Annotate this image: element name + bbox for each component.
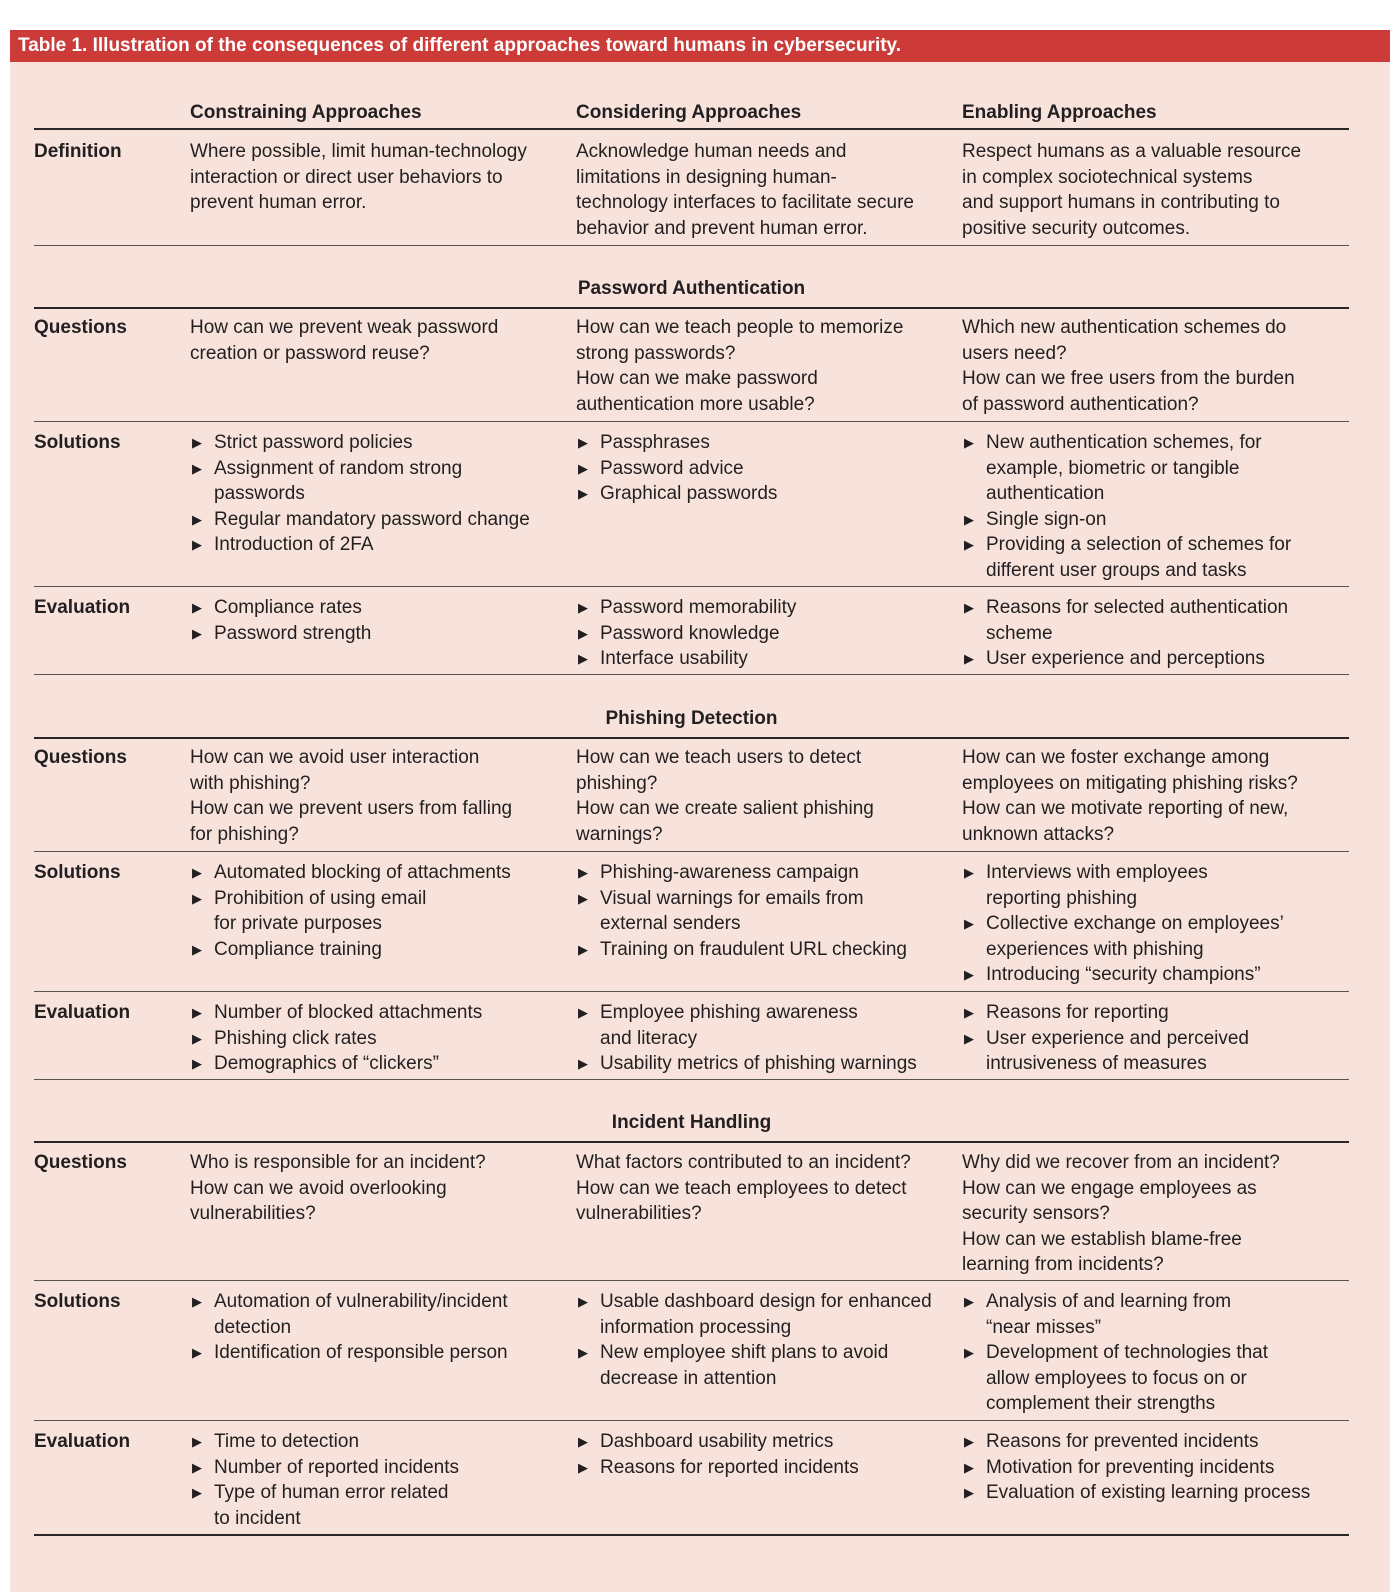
row-label: Solutions	[34, 1291, 121, 1312]
list-item-line: Prohibition of using email	[214, 887, 427, 909]
cell-line: What factors contributed to an incident?	[576, 1152, 911, 1173]
list-item-line: Password memorability	[600, 597, 797, 618]
list-item-line: Introducing “security champions”	[986, 964, 1261, 985]
cell-considering	[576, 1429, 859, 1480]
list-item	[576, 646, 796, 672]
rule-thin	[34, 1079, 1349, 1080]
cell-constraining	[190, 860, 511, 962]
row-label: Evaluation	[34, 597, 131, 618]
list-item	[962, 430, 1291, 507]
list-item	[962, 1455, 1310, 1481]
list-item-line: different user groups and tasks	[986, 559, 1247, 581]
column-header-enabling: Enabling Approaches	[962, 102, 1157, 123]
list-item	[576, 1455, 859, 1481]
list-item	[962, 1026, 1249, 1077]
triangle-right-icon: ▶	[964, 1434, 974, 1449]
list-item	[190, 456, 530, 507]
cell-enabling	[962, 1150, 1280, 1278]
rule-thin	[34, 851, 1349, 852]
list-item-line: Phishing click rates	[214, 1027, 377, 1049]
cell-constraining	[190, 1150, 486, 1227]
cell-line: How can we avoid user interaction	[190, 747, 480, 768]
triangle-right-icon: ▶	[192, 600, 202, 615]
cell-line: How can we engage employees as	[962, 1177, 1257, 1199]
cell-line: Respect humans as a valuable resource	[962, 141, 1302, 162]
list-item-line: for private purposes	[214, 913, 382, 934]
list-item-line: Training on fraudulent URL checking	[600, 938, 907, 960]
triangle-right-icon: ▶	[964, 1005, 974, 1020]
cell-enabling	[962, 430, 1291, 583]
list-item	[576, 456, 777, 482]
cell-line: How can we prevent users from falling	[190, 798, 513, 819]
triangle-right-icon: ▶	[192, 1005, 202, 1020]
list-item-line: Password knowledge	[600, 622, 780, 644]
list-item	[576, 595, 796, 621]
cell-constraining	[190, 1429, 459, 1531]
rule-thick	[34, 1534, 1349, 1536]
list-item-line: detection	[214, 1316, 292, 1338]
list-item	[962, 911, 1284, 962]
list-item-line: passwords	[214, 483, 305, 504]
list-item-line: Automated blocking of attachments	[214, 862, 511, 883]
cell-line: How can we foster exchange among	[962, 747, 1270, 768]
cell-line: and support humans in contributing to	[962, 192, 1280, 213]
list-item	[576, 1429, 859, 1455]
list-item	[576, 1289, 932, 1340]
cell-enabling	[962, 139, 1301, 241]
triangle-right-icon: ▶	[192, 537, 202, 552]
list-item	[962, 1480, 1310, 1506]
cell-considering	[576, 745, 874, 847]
cell-line: How can we teach people to memorize	[576, 317, 904, 338]
row-label: Questions	[34, 747, 127, 768]
rule-thick	[34, 1141, 1349, 1143]
bullet-list	[962, 430, 1291, 583]
list-item	[190, 886, 511, 937]
list-item-line: Reasons for selected authentication	[986, 597, 1289, 618]
list-item	[576, 1340, 932, 1391]
list-item	[962, 595, 1288, 646]
cell-line: security sensors?	[962, 1203, 1110, 1224]
cell-constraining	[190, 139, 527, 216]
list-item	[576, 886, 907, 937]
triangle-right-icon: ▶	[192, 511, 202, 527]
triangle-right-icon: ▶	[964, 651, 974, 666]
bullet-list	[962, 1289, 1268, 1417]
list-item-line: New authentication schemes, for	[986, 432, 1262, 453]
table-panel	[10, 30, 1390, 1592]
list-item	[962, 860, 1284, 911]
triangle-right-icon: ▶	[578, 651, 588, 666]
cell-line: users need?	[962, 342, 1067, 364]
list-item-line: intrusiveness of measures	[986, 1053, 1207, 1074]
list-item-line: Evaluation of existing learning process	[986, 1482, 1311, 1503]
cell-line: creation or password reuse?	[190, 342, 430, 364]
cell-line: vulnerabilities?	[190, 1203, 316, 1224]
cell-considering	[576, 139, 914, 241]
section-title: Password Authentication	[577, 278, 806, 299]
triangle-right-icon: ▶	[964, 1345, 974, 1360]
bullet-list	[576, 1289, 932, 1391]
list-item-line: example, biometric or tangible	[986, 457, 1240, 479]
list-item	[190, 532, 530, 558]
triangle-right-icon: ▶	[578, 941, 588, 957]
bullet-list	[576, 430, 777, 507]
cell-line: with phishing?	[190, 772, 311, 794]
list-item-line: Password strength	[214, 622, 372, 644]
list-item-line: Reasons for reporting	[986, 1002, 1169, 1023]
list-item	[190, 621, 371, 647]
list-item-line: allow employees to focus on or	[986, 1367, 1247, 1389]
bullet-list	[962, 1000, 1249, 1077]
triangle-right-icon: ▶	[964, 1294, 974, 1309]
cell-line: How can we free users from the burden	[962, 368, 1295, 389]
cell-line: Where possible, limit human-technology	[190, 141, 527, 162]
triangle-right-icon: ▶	[964, 967, 974, 982]
table-title: Table 1. Illustration of the consequences of different approaches toward humans in cybersecurity.	[10, 30, 1390, 62]
list-item-line: Phishing-awareness campaign	[600, 862, 859, 883]
list-item-line: Number of blocked attachments	[214, 1002, 483, 1023]
section-title: Incident Handling	[611, 1112, 772, 1133]
cell-enabling	[962, 860, 1284, 988]
cell-line: How can we teach employees to detect	[576, 1177, 907, 1199]
cell-line: How can we establish blame-free	[962, 1228, 1242, 1250]
cell-considering	[576, 1289, 932, 1391]
triangle-right-icon: ▶	[578, 435, 588, 450]
list-item-line: scheme	[986, 622, 1053, 644]
rule-thin	[34, 245, 1349, 246]
list-item-line: Usability metrics of phishing warnings	[600, 1053, 917, 1074]
cell-line: learning from incidents?	[962, 1254, 1164, 1275]
list-item-line: Reasons for reported incidents	[600, 1456, 859, 1478]
triangle-right-icon: ▶	[964, 600, 974, 615]
list-item-line: information processing	[600, 1316, 792, 1338]
cell-line: How can we avoid overlooking	[190, 1177, 447, 1199]
triangle-right-icon: ▶	[964, 1030, 974, 1046]
row-label: Questions	[34, 1152, 127, 1173]
cell-line: behavior and prevent human error.	[576, 217, 868, 239]
list-item	[962, 962, 1284, 988]
cell-enabling	[962, 1000, 1249, 1077]
cell-line: Why did we recover from an incident?	[962, 1152, 1280, 1173]
rule-thin	[34, 586, 1349, 587]
rule-thin	[34, 674, 1349, 675]
cell-line: technology interfaces to facilitate secure	[576, 192, 914, 213]
list-item	[190, 1026, 482, 1052]
list-item	[962, 532, 1291, 583]
triangle-right-icon: ▶	[964, 916, 974, 931]
list-item-line: Introduction of 2FA	[214, 534, 374, 555]
cell-line: employees on mitigating phishing risks?	[962, 772, 1298, 794]
cell-line: limitations in designing human-	[576, 166, 837, 188]
list-item	[576, 860, 907, 886]
triangle-right-icon: ▶	[192, 1485, 202, 1500]
triangle-right-icon: ▶	[192, 435, 202, 450]
list-item-line: complement their strengths	[986, 1393, 1216, 1414]
list-item-line: User experience and perceptions	[986, 648, 1265, 669]
list-item	[190, 1455, 459, 1481]
bullet-list	[962, 860, 1284, 988]
list-item-line: Assignment of random strong	[214, 457, 463, 479]
triangle-right-icon: ▶	[578, 460, 588, 476]
list-item	[962, 646, 1288, 672]
list-item-line: decrease in attention	[600, 1367, 777, 1389]
list-item-line: experiences with phishing	[986, 938, 1204, 960]
cell-line: How can we teach users to detect	[576, 747, 862, 768]
triangle-right-icon: ▶	[578, 625, 588, 641]
triangle-right-icon: ▶	[578, 1345, 588, 1360]
triangle-right-icon: ▶	[578, 1056, 588, 1071]
cell-line: How can we motivate reporting of new,	[962, 798, 1289, 819]
triangle-right-icon: ▶	[964, 435, 974, 450]
bullet-list	[962, 1429, 1310, 1506]
list-item-line: authentication	[986, 483, 1105, 504]
list-item-line: Motivation for preventing incidents	[986, 1456, 1275, 1478]
triangle-right-icon: ▶	[578, 1459, 588, 1475]
list-item	[190, 1289, 508, 1340]
cell-considering	[576, 1150, 911, 1227]
triangle-right-icon: ▶	[578, 600, 588, 615]
triangle-right-icon: ▶	[192, 941, 202, 957]
triangle-right-icon: ▶	[192, 625, 202, 641]
cell-line: in complex sociotechnical systems	[962, 166, 1253, 188]
list-item	[576, 481, 777, 507]
cell-line: of password authentication?	[962, 393, 1199, 415]
cell-line: Who is responsible for an incident?	[190, 1152, 486, 1173]
list-item	[576, 1051, 917, 1077]
list-item-line: Analysis of and learning from	[986, 1291, 1232, 1312]
cell-line: How can we create salient phishing	[576, 798, 874, 819]
cell-constraining	[190, 430, 530, 558]
list-item-line: reporting phishing	[986, 887, 1138, 909]
bullet-list	[190, 860, 511, 962]
triangle-right-icon: ▶	[192, 1434, 202, 1449]
triangle-right-icon: ▶	[192, 1030, 202, 1046]
list-item-line: Dashboard usability metrics	[600, 1431, 834, 1452]
list-item	[190, 860, 511, 886]
cell-line: vulnerabilities?	[576, 1203, 702, 1224]
row-label: Solutions	[34, 432, 121, 453]
list-item-line: Type of human error related	[214, 1482, 449, 1503]
bullet-list	[576, 860, 907, 962]
list-item	[190, 1000, 482, 1026]
list-item-line: Employee phishing awareness	[600, 1002, 858, 1023]
list-item-line: Passphrases	[600, 432, 710, 453]
triangle-right-icon: ▶	[192, 1345, 202, 1360]
cell-line: Which new authentication schemes do	[962, 317, 1287, 338]
rule-thick	[34, 128, 1349, 130]
cell-considering	[576, 860, 907, 962]
rule-thin	[34, 421, 1349, 422]
triangle-right-icon: ▶	[964, 865, 974, 880]
triangle-right-icon: ▶	[192, 1294, 202, 1309]
list-item-line: Usable dashboard design for enhanced	[600, 1291, 932, 1312]
list-item-line: Visual warnings for emails from	[600, 887, 864, 909]
cell-line: phishing?	[576, 772, 658, 794]
list-item-line: Compliance rates	[214, 597, 362, 618]
bullet-list	[190, 430, 530, 558]
cell-enabling	[962, 1289, 1268, 1417]
cell-line: unknown attacks?	[962, 823, 1115, 845]
list-item-line: Time to detection	[214, 1431, 360, 1452]
list-item-line: User experience and perceived	[986, 1027, 1249, 1049]
list-item-line: external senders	[600, 913, 741, 934]
bullet-list	[190, 1429, 459, 1531]
list-item-line: New employee shift plans to avoid	[600, 1342, 889, 1363]
cell-line: interaction or direct user behaviors to	[190, 166, 503, 188]
list-item	[576, 621, 796, 647]
triangle-right-icon: ▶	[578, 865, 588, 880]
list-item-line: Providing a selection of schemes for	[986, 534, 1292, 555]
rule-thin	[34, 991, 1349, 992]
list-item-line: Collective exchange on employees’	[986, 913, 1284, 934]
list-item	[190, 507, 530, 533]
row-label: Evaluation	[34, 1002, 131, 1023]
list-item	[190, 1480, 459, 1531]
cell-line: positive security outcomes.	[962, 217, 1191, 239]
cell-line: How can we prevent weak password	[190, 317, 499, 338]
cell-considering	[576, 595, 796, 672]
list-item	[576, 937, 907, 963]
bullet-list	[576, 1000, 917, 1077]
bullet-list	[576, 595, 796, 672]
cell-line: prevent human error.	[190, 192, 367, 213]
row-label: Definition	[34, 141, 122, 162]
list-item-line: Graphical passwords	[600, 483, 778, 504]
list-item	[190, 430, 530, 456]
cell-constraining	[190, 1289, 508, 1366]
cell-considering	[576, 315, 903, 417]
cell-constraining	[190, 1000, 482, 1077]
list-item-line: Demographics of “clickers”	[214, 1053, 439, 1074]
cell-line: strong passwords?	[576, 342, 736, 364]
triangle-right-icon: ▶	[192, 460, 202, 476]
rule-thin	[34, 1420, 1349, 1421]
rule-thin	[34, 1280, 1349, 1281]
row-label: Evaluation	[34, 1431, 131, 1452]
cell-line: How can we make password	[576, 368, 818, 389]
list-item-line: Regular mandatory password change	[214, 508, 530, 530]
list-item-line: Identification of responsible person	[214, 1342, 508, 1363]
cell-constraining	[190, 315, 498, 366]
cell-considering	[576, 430, 777, 507]
rule-thick	[34, 737, 1349, 739]
column-header-considering: Considering Approaches	[576, 102, 802, 123]
triangle-right-icon: ▶	[578, 1294, 588, 1309]
list-item-line: to incident	[214, 1507, 301, 1529]
list-item	[962, 1429, 1310, 1455]
cell-line: warnings?	[576, 823, 663, 845]
row-label: Questions	[34, 317, 127, 338]
cell-line: authentication more usable?	[576, 393, 815, 415]
triangle-right-icon: ▶	[964, 1485, 974, 1500]
triangle-right-icon: ▶	[578, 890, 588, 906]
list-item-line: Compliance training	[214, 938, 382, 960]
list-item-line: “near misses”	[986, 1316, 1102, 1338]
rule-thick	[34, 307, 1349, 309]
list-item	[962, 1289, 1268, 1340]
list-item-line: Automation of vulnerability/incident	[214, 1291, 508, 1312]
column-header-constraining: Constraining Approaches	[190, 102, 422, 123]
list-item-line: Number of reported incidents	[214, 1456, 460, 1478]
triangle-right-icon: ▶	[192, 865, 202, 880]
row-label: Solutions	[34, 862, 121, 883]
list-item	[190, 1429, 459, 1455]
triangle-right-icon: ▶	[578, 1434, 588, 1449]
list-item	[190, 937, 511, 963]
bullet-list	[190, 1000, 482, 1077]
cell-considering	[576, 1000, 917, 1077]
list-item-line: Password advice	[600, 457, 744, 479]
list-item-line: Reasons for prevented incidents	[986, 1431, 1259, 1452]
triangle-right-icon: ▶	[192, 890, 202, 906]
bullet-list	[190, 595, 371, 646]
bullet-list	[576, 1429, 859, 1480]
list-item-line: Interface usability	[600, 648, 748, 669]
triangle-right-icon: ▶	[578, 486, 588, 501]
list-item-line: Strict password policies	[214, 432, 413, 453]
bullet-list	[190, 1289, 508, 1366]
list-item	[576, 430, 777, 456]
triangle-right-icon: ▶	[578, 1005, 588, 1020]
triangle-right-icon: ▶	[964, 511, 974, 527]
cell-constraining	[190, 745, 512, 847]
cell-enabling	[962, 1429, 1310, 1506]
list-item	[962, 1340, 1268, 1417]
list-item-line: Development of technologies that	[986, 1342, 1269, 1363]
list-item	[576, 1000, 917, 1051]
bullet-list	[962, 595, 1288, 672]
list-item-line: Single sign-on	[986, 508, 1107, 530]
cell-constraining	[190, 595, 371, 646]
cell-line: for phishing?	[190, 823, 299, 845]
list-item-line: Interviews with employees	[986, 862, 1208, 883]
list-item	[190, 595, 371, 621]
list-item	[190, 1340, 508, 1366]
list-item	[962, 1000, 1249, 1026]
triangle-right-icon: ▶	[192, 1056, 202, 1071]
list-item-line: and literacy	[600, 1027, 698, 1049]
cell-enabling	[962, 745, 1298, 847]
triangle-right-icon: ▶	[964, 1459, 974, 1475]
list-item	[962, 507, 1291, 533]
list-item	[190, 1051, 482, 1077]
cell-line: Acknowledge human needs and	[576, 141, 847, 162]
triangle-right-icon: ▶	[964, 537, 974, 552]
section-title: Phishing Detection	[605, 708, 778, 729]
triangle-right-icon: ▶	[192, 1459, 202, 1475]
cell-enabling	[962, 315, 1295, 417]
cell-enabling	[962, 595, 1288, 672]
